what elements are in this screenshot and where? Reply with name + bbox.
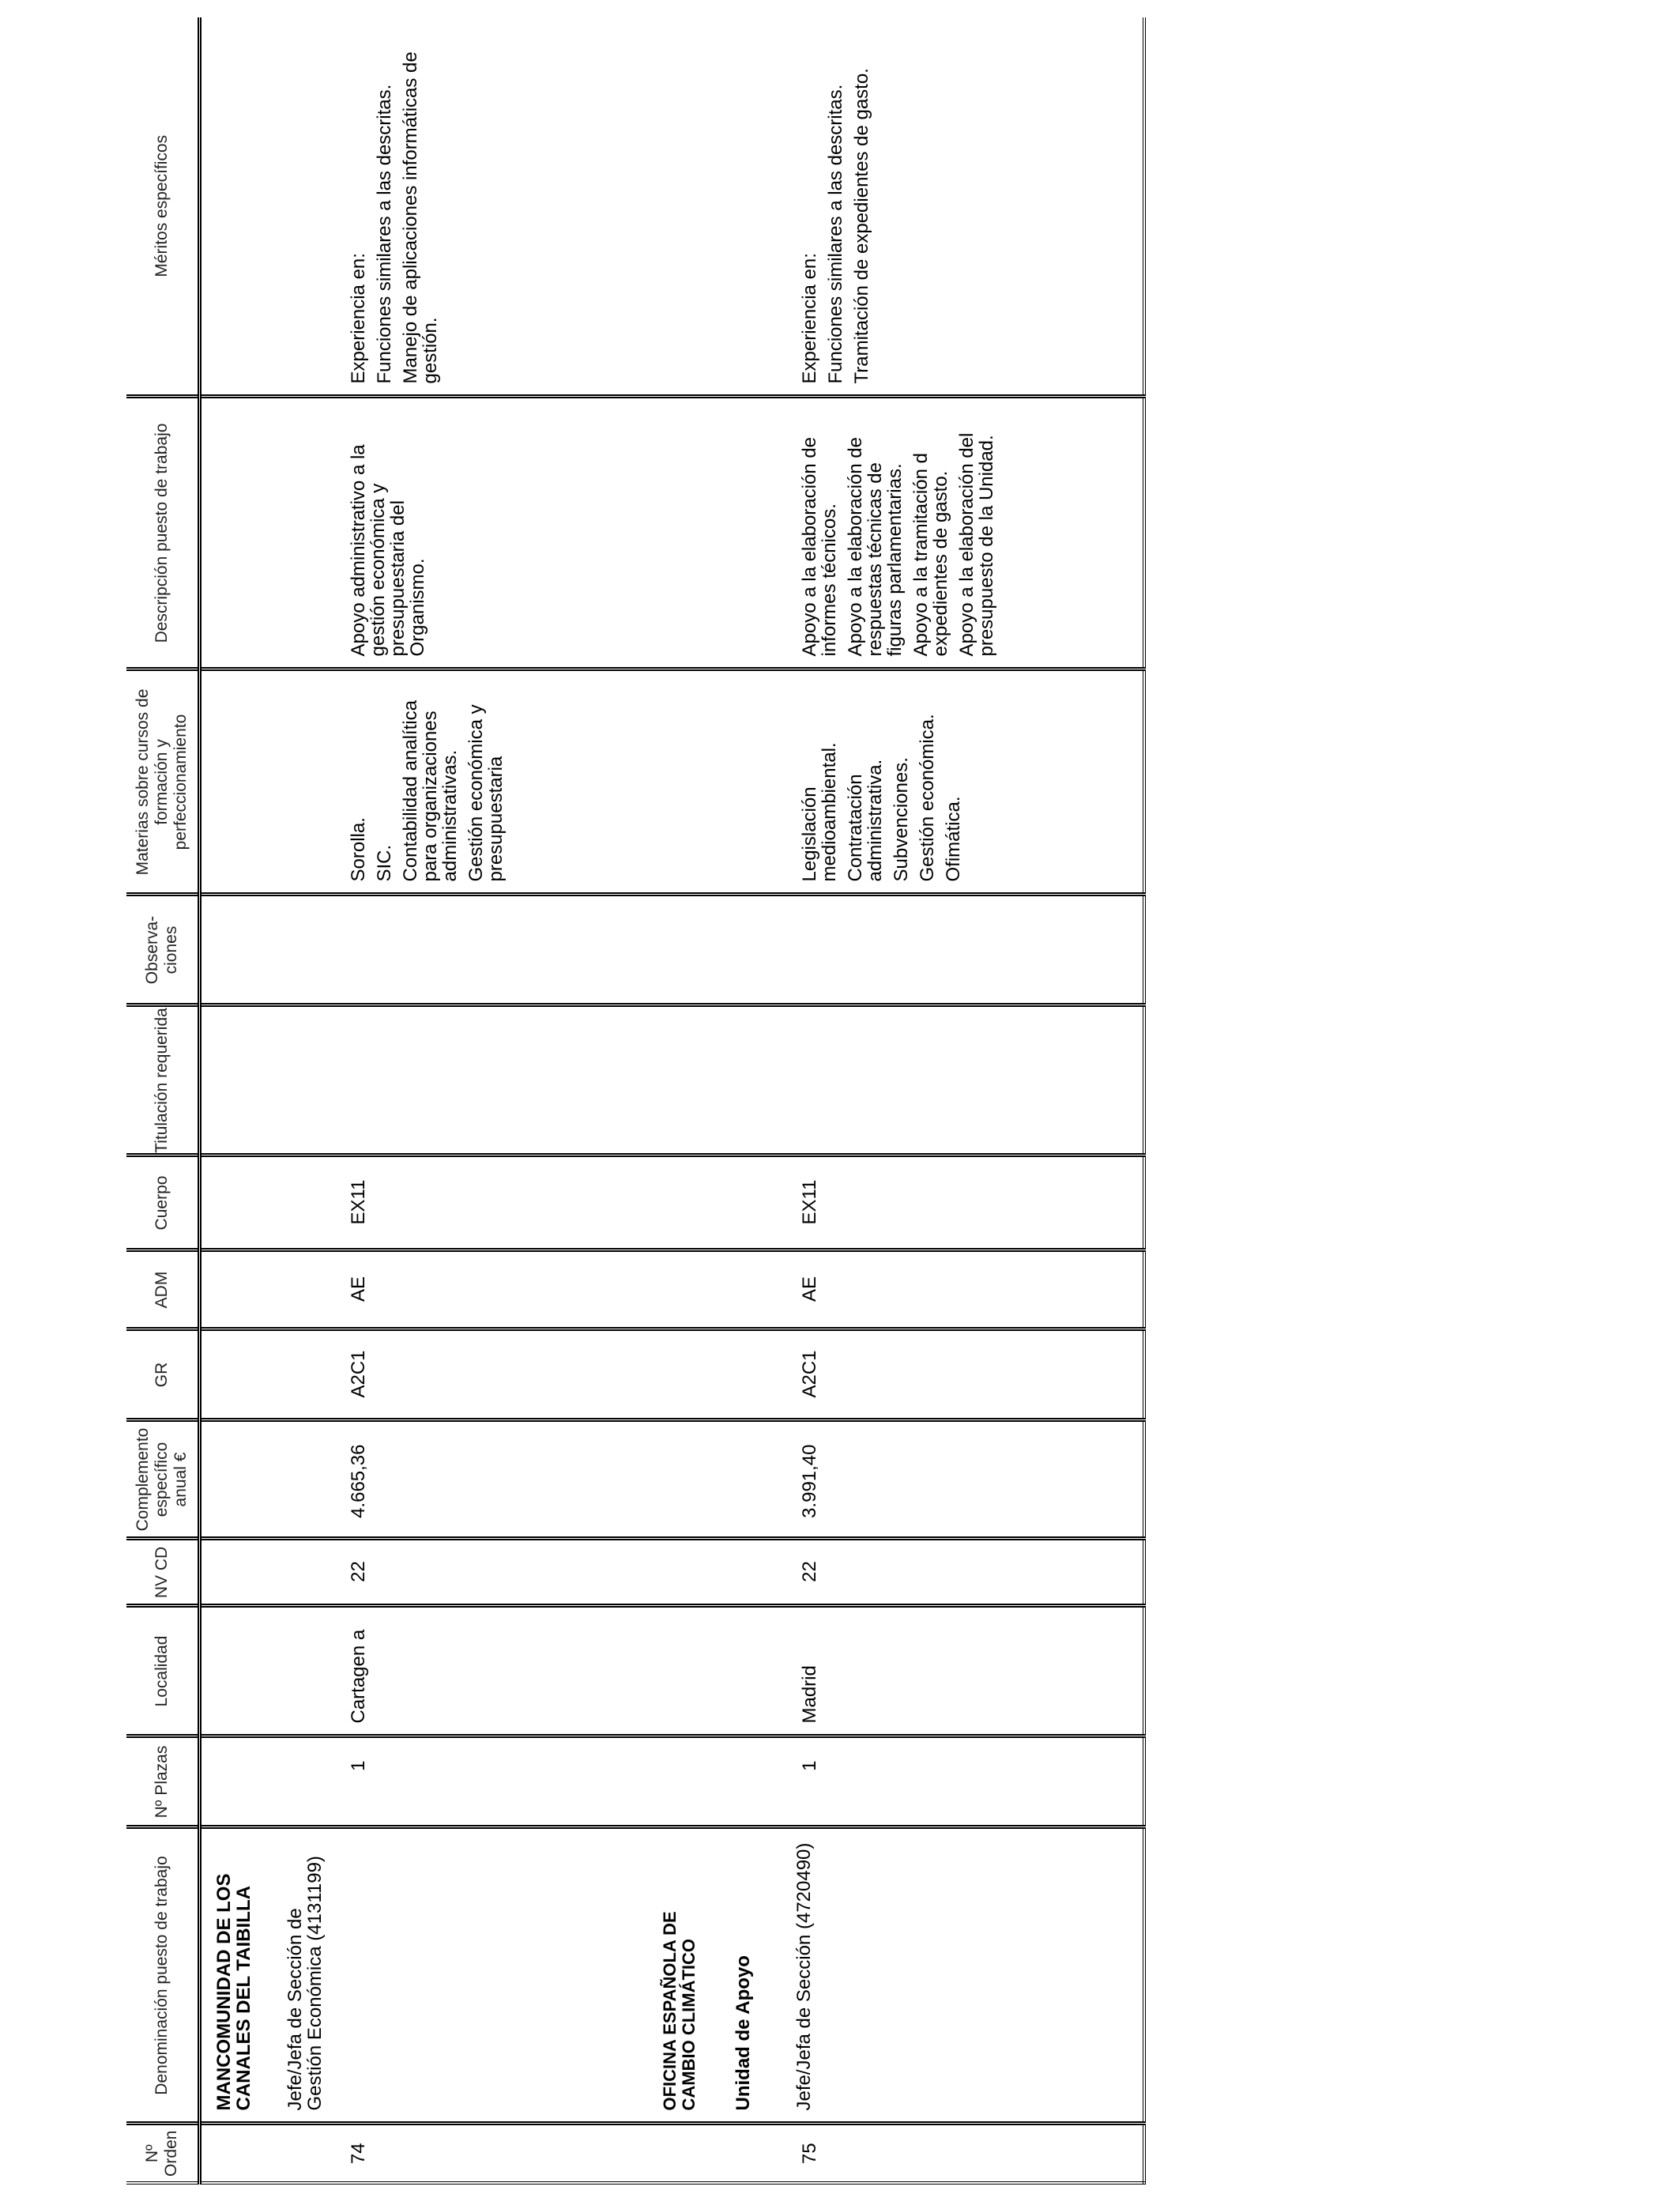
cell-materias — [200, 669, 629, 895]
cell-materias — [629, 669, 1143, 895]
empty-cell — [1142, 669, 1144, 895]
nivel-74: 22 — [348, 1561, 369, 1582]
empty-cell — [1142, 1155, 1144, 1250]
empty-cell — [1142, 2124, 1144, 2183]
cell-descripcion — [629, 397, 1143, 669]
merito-item: Manejo de aplicaciones informáticas de gestión. — [400, 51, 441, 384]
header-grupo: GR — [126, 1329, 200, 1420]
cell-descripcion — [200, 397, 629, 669]
table-row-empty — [1142, 17, 1144, 2183]
header-complemento: Complemento específico anual € — [126, 1420, 200, 1539]
orden-74: 74 — [348, 2143, 369, 2165]
cell-complemento — [200, 1420, 629, 1539]
header-orden: Nº Orden — [126, 2124, 200, 2183]
merito-item: Experiencia en: — [348, 253, 369, 384]
empty-cell — [1142, 17, 1144, 397]
header-localidad: Localidad — [126, 1606, 200, 1736]
cell-adm — [200, 1250, 629, 1329]
materias-75 — [792, 672, 963, 893]
materia-item: Sorolla. — [348, 817, 369, 882]
empty-cell — [1142, 1606, 1144, 1736]
materia-item: SIC. — [374, 844, 395, 882]
cuerpo-74: EX11 — [348, 1179, 369, 1225]
complemento-74: 4.665,36 — [348, 1444, 369, 1518]
descripcion-75 — [792, 399, 996, 668]
cell-complemento — [629, 1420, 1143, 1539]
orden-75: 75 — [798, 2143, 820, 2165]
header-nivel: NV CD — [126, 1539, 200, 1606]
adm-74: AE — [348, 1276, 369, 1302]
header-observaciones: Observa-ciones — [126, 895, 200, 1005]
cell-denominacion — [629, 1827, 1143, 2124]
cell-grupo — [629, 1329, 1143, 1420]
cell-adm — [629, 1250, 1143, 1329]
header-descripcion: Descripción puesto de trabajo — [126, 397, 200, 669]
merito-item: Funciones similares a las descritas. — [374, 84, 395, 384]
descripcion-74 — [341, 399, 428, 668]
cell-localidad — [200, 1606, 629, 1736]
descripcion-item: Apoyo a la elaboración de informes técnicos. — [798, 436, 840, 657]
cell-meritos — [629, 17, 1143, 397]
cell-grupo — [200, 1329, 629, 1420]
cell-cuerpo — [200, 1155, 629, 1250]
job-positions-table — [126, 19, 1146, 2185]
cuerpo-75: EX11 — [798, 1179, 820, 1225]
header-cuerpo: Cuerpo — [126, 1155, 200, 1250]
denominacion-75: Jefe/Jefa de Sección (4720490) — [793, 1842, 815, 2111]
cell-orden — [200, 2124, 629, 2183]
grupo-74: A2C1 — [348, 1350, 369, 1398]
empty-cell — [1142, 1005, 1144, 1155]
cell-denominacion — [200, 1827, 629, 2124]
materia-item: Ofimática. — [942, 796, 964, 882]
materia-item: Gestión económica. — [916, 714, 938, 882]
merito-item: Experiencia en: — [798, 253, 820, 384]
merito-item: Tramitación de expedientes de gasto. — [850, 68, 872, 384]
complemento-75: 3.991,40 — [798, 1444, 820, 1518]
empty-cell — [1142, 1827, 1144, 2124]
header-titulacion: Titulación requerida — [126, 1005, 200, 1155]
materia-item: Gestión económica y presupuestaria — [465, 704, 507, 882]
materia-item: Subvenciones. — [890, 757, 912, 882]
org-heading-oficina: OFICINA ESPAÑOLA DE CAMBIO CLIMÁTICO — [659, 1911, 699, 2111]
org-heading-mancomunidad: MANCOMUNIDAD DE LOS CANALES DEL TAIBILLA — [213, 1873, 254, 2111]
materia-item: Contabilidad analítica para organizaciones administrativas. — [400, 700, 461, 882]
header-adm: ADM — [126, 1250, 200, 1329]
cell-nivel — [629, 1539, 1143, 1606]
cell-plazas — [200, 1736, 629, 1827]
materias-74 — [341, 672, 506, 893]
descripcion-item: Apoyo a la elaboración de respuestas técnicas de figuras parlamentarias. — [844, 436, 906, 657]
plazas-74: 1 — [348, 1760, 369, 1771]
descripcion-item: Apoyo a la elaboración del presupuesto de la Unidad. — [955, 432, 997, 657]
empty-cell — [1142, 1539, 1144, 1606]
descripcion-item: Apoyo a la tramitación d expedientes de gasto. — [910, 453, 951, 657]
empty-cell — [1142, 1420, 1144, 1539]
unit-heading-apoyo: Unidad de Apoyo — [732, 1955, 754, 2111]
header-materias: Materias sobre cursos de formación y perfeccionamiento — [126, 669, 200, 895]
empty-cell — [1142, 397, 1144, 669]
merito-item: Funciones similares a las descritas. — [824, 84, 846, 384]
cell-plazas — [629, 1736, 1143, 1827]
header-meritos: Méritos específicos — [126, 17, 200, 397]
cell-observaciones — [629, 895, 1143, 1005]
denominacion-74: Jefe/Jefa de Sección de Gestión Económica (4131199) — [284, 1856, 326, 2111]
cell-localidad — [629, 1606, 1143, 1736]
empty-cell — [1142, 895, 1144, 1005]
cell-titulacion — [200, 1005, 629, 1155]
cell-cuerpo — [629, 1155, 1143, 1250]
cell-nivel — [200, 1539, 629, 1606]
empty-cell — [1142, 1329, 1144, 1420]
plazas-75: 1 — [798, 1760, 820, 1771]
nivel-75: 22 — [798, 1561, 820, 1582]
header-row — [126, 17, 200, 2183]
table-row-74 — [200, 17, 629, 2183]
materia-item: Legislación medioambiental. — [798, 742, 840, 882]
adm-75: AE — [798, 1276, 820, 1302]
materia-item: Contratación administrativa. — [844, 759, 886, 882]
meritos-74 — [341, 17, 440, 395]
empty-cell — [1142, 1250, 1144, 1329]
localidad-74: Cartagen a — [348, 1629, 369, 1724]
grupo-75: A2C1 — [798, 1350, 820, 1398]
cell-meritos — [200, 17, 629, 397]
meritos-75 — [792, 17, 872, 395]
header-plazas: Nº Plazas — [126, 1736, 200, 1827]
cell-observaciones — [200, 895, 629, 1005]
cell-titulacion — [629, 1005, 1143, 1155]
descripcion-item: Apoyo administrativo a la gestión económica y presupuestaria del Organismo. — [348, 444, 428, 657]
cell-orden — [629, 2124, 1143, 2183]
localidad-75: Madrid — [798, 1665, 820, 1724]
table-row-75 — [629, 17, 1143, 2183]
header-denominacion: Denominación puesto de trabajo — [126, 1827, 200, 2124]
empty-cell — [1142, 1736, 1144, 1827]
